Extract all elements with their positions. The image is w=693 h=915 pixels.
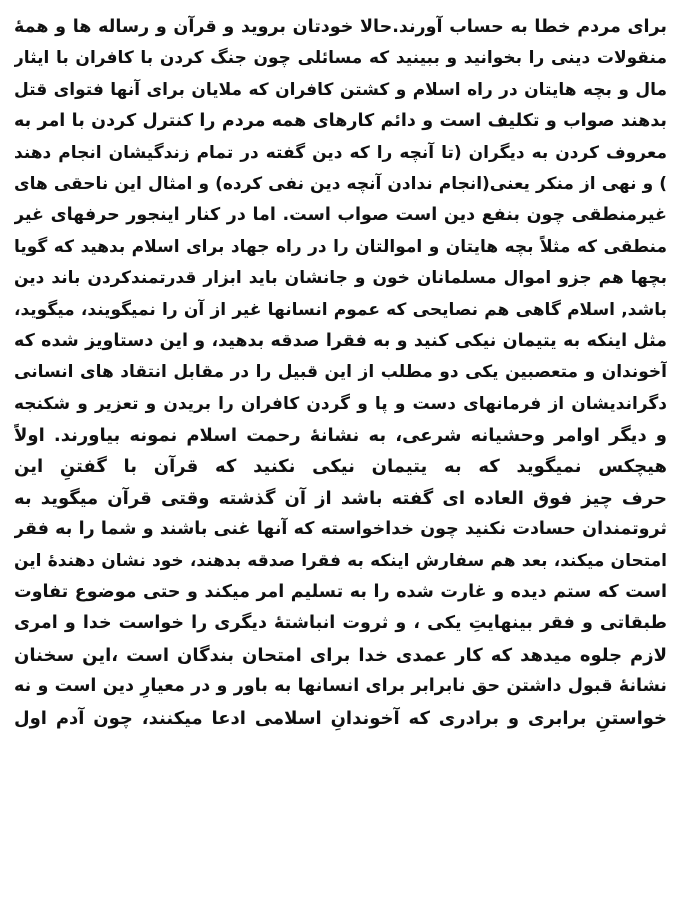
text-line: بچها هم جزو اموال مسلمانان خون و جانشان باید ابزار قدرتمندکردن باند دین bbox=[14, 268, 667, 289]
text-line: مثل اینکه به یتیمان نیکی کنید و به فقرا صدقه بدهید، و این دستاویز شده که bbox=[14, 330, 667, 351]
text-line: لازم جلوه میدهد که کار عمدی خدا برای امتحان بندگان است ،این سخنان bbox=[14, 644, 667, 666]
text-line: حرف چیز فوق العاده ای گفته باشد از آن گذشته وقتی قرآن میگوید به bbox=[14, 487, 667, 509]
text-line: بدهند صواب و تکلیف است و دائم کارهای همه مردم را کنترل کردن با امر به bbox=[14, 111, 667, 132]
text-line: است که ستم دیده و غارت شده را به تسلیم امر میکند و حتی موضوع تفاوت bbox=[14, 582, 667, 603]
text-line: غیرمنطقی چون بنفع دین است صواب است. اما در کنار اینجور حرفهای غیر bbox=[14, 205, 667, 226]
text-line: هیچکس نمیگوید که به یتیمان نیکی نکنید که قرآن با گفتنِ این bbox=[14, 456, 667, 478]
body-text bbox=[14, 12, 667, 734]
text-line: دگراندیشان از فرمانهای دست و پا و گردن کافران را بریدن و تعزیر و شکنجه bbox=[14, 393, 667, 414]
text-line: منقولات دینی را بخوانید و ببینید که مسائلی چون جنگ کردن با کافران با ایثار bbox=[14, 48, 667, 69]
text-line: نشانهٔ قبول داشتن حق نابرابر برای انسانها به باور و در معیارِ دین است و نه bbox=[14, 676, 667, 697]
text-line: باشد, اسلام گاهی هم نصایحی که عموم انسانها غیر از آن را نمیگویند، میگوید، bbox=[14, 299, 667, 320]
text-line: ثروتمندان حسادت نکنید چون خداخواسته که آنها غنی باشند و شما را به فقر bbox=[14, 519, 667, 540]
text-line: برای مردم خطا به حساب آورند.حالا خودتان بروید و قرآن و رساله ها و همهٔ bbox=[14, 17, 667, 37]
text-line: طبقاتی و فقر بینهایتِ یکی ، و ثروت انباشتهٔ دیگری را خواست خدا و امری bbox=[14, 613, 667, 634]
text-line: معروف کردن به دیگران (تا آنچه را که دین گفته در تمام زندگیشان انجام دهند bbox=[14, 142, 667, 163]
text-line: امتحان میکند، بعد هم سفارش اینکه به فقرا صدقه بدهند، خود نشان دهندهٔ این bbox=[14, 550, 667, 571]
text-line: منطقی که مثلاً بچه هایتان و اموالتان را در راه جهاد برای اسلام بدهید که گویا bbox=[14, 236, 667, 257]
text-line: آخوندان و متعصبین یکی دو مطلب از این قبیل را در مقابل انتقاد های انسانی bbox=[14, 362, 667, 383]
text-line: خواستنِ برابری و برادری که آخوندانِ اسلامی ادعا میکنند، چون آدم اول bbox=[14, 707, 667, 729]
text-line: و دیگر اوامر وحشیانه شرعی، به نشانهٔ رحمت اسلام نمونه بیاورند. اولاً bbox=[14, 425, 667, 447]
text-line: ) و نهی از منکر یعنی(انجام ندادن آنچه دین نفی کرده) و امثال این ناحقی های bbox=[14, 173, 667, 194]
text-line: مال و بچه هایتان در راه اسلام و کشتن کافران که ملایان برای آنها فتوای قتل bbox=[14, 79, 667, 100]
